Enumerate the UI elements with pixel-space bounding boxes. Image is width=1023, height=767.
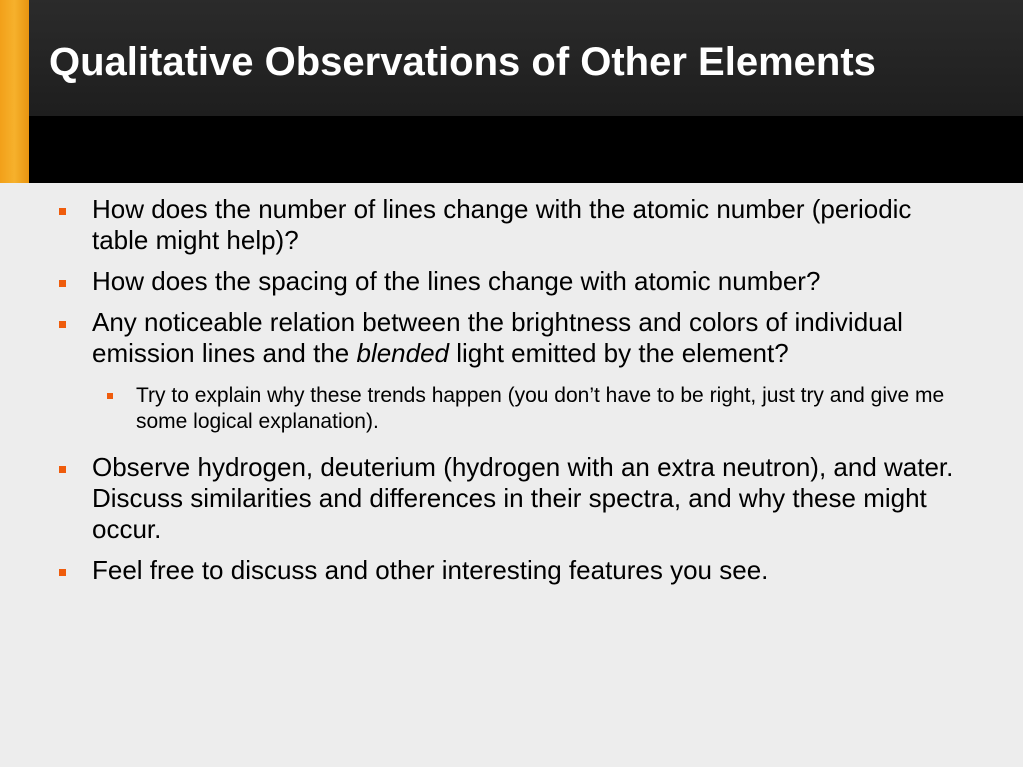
- square-bullet-icon: [59, 280, 66, 287]
- title-header: [0, 0, 1023, 183]
- accent-bar: [0, 0, 29, 183]
- square-bullet-icon: [59, 208, 66, 215]
- bullet-item-1: [0, 194, 1023, 256]
- sub-bullet-text: Try to explain why these trends happen (you don’t have to be right, just try and give me some logical explanation).: [136, 384, 945, 433]
- bullet-item-5: [0, 555, 1023, 586]
- bullet-text: Observe hydrogen, deuterium (hydrogen with an extra neutron), and water. Discuss similarities and differences in their spectra, and why these might occur.: [92, 452, 954, 544]
- bullet-text-end: light emitted by the element?: [449, 338, 789, 368]
- square-bullet-icon: [59, 321, 66, 328]
- bullet-text: How does the number of lines change with the atomic number (periodic table might help)?: [92, 194, 912, 255]
- bullet-text: Feel free to discuss and other interesting features you see.: [92, 555, 769, 585]
- square-bullet-icon: [107, 393, 113, 399]
- bullet-list: [0, 194, 1023, 596]
- bullet-text-start: Any noticeable relation between the brightness and colors of individual emission lines and the: [92, 307, 903, 368]
- square-bullet-icon: [59, 466, 66, 473]
- bullet-item-2: [0, 266, 1023, 297]
- bullet-item-3: [0, 307, 1023, 369]
- bullet-text: How does the spacing of the lines change with atomic number?: [92, 266, 821, 296]
- slide-title: Qualitative Observations of Other Elements: [49, 40, 876, 84]
- sub-bullet-item-1: [0, 383, 1023, 435]
- bullet-emphasis: blended: [356, 338, 450, 368]
- square-bullet-icon: [59, 569, 66, 576]
- bullet-item-4: [0, 452, 1023, 545]
